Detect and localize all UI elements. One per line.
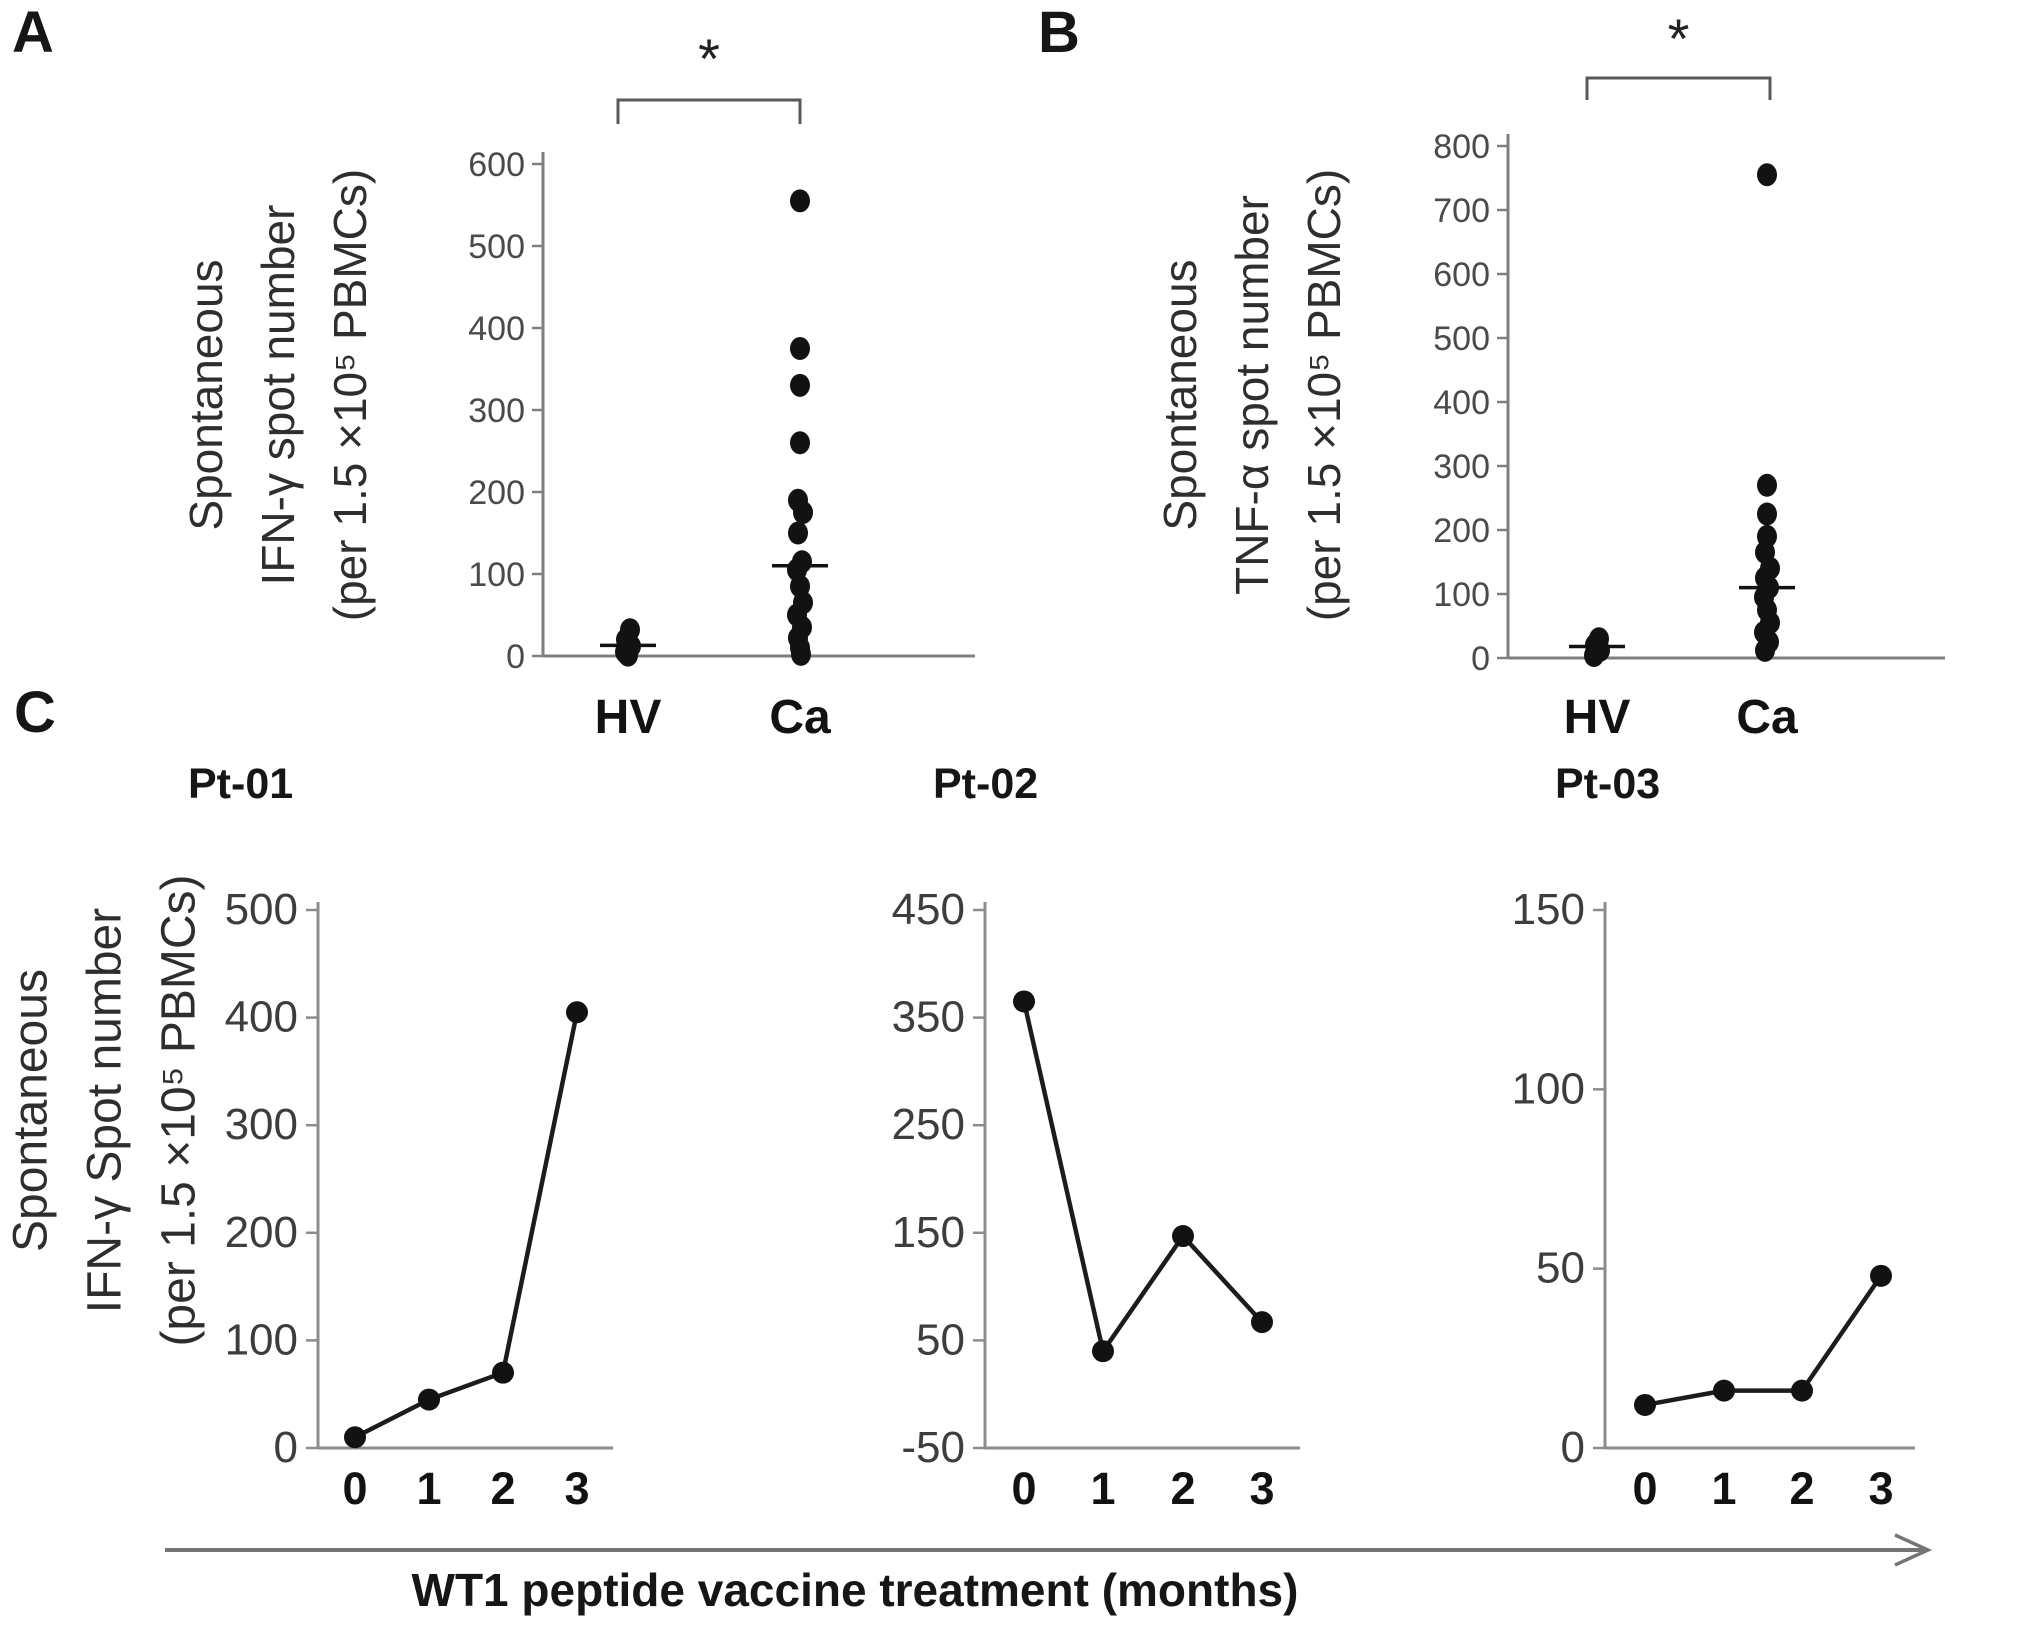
y-tick-label: 200 — [224, 1207, 298, 1257]
data-point — [1584, 644, 1604, 667]
y-axis-label-line: (per 1.5 ×10⁵ PBMCs) — [1298, 168, 1350, 622]
data-point — [788, 522, 808, 545]
y-tick-label: 0 — [1560, 1423, 1585, 1472]
y-axis-label-line: Spontaneous — [180, 259, 232, 531]
y-tick-label: 50 — [1536, 1243, 1585, 1293]
category-label: Ca — [769, 691, 831, 744]
x-tick-label: 2 — [1170, 1463, 1196, 1514]
data-point — [1755, 639, 1775, 662]
y-tick-label: 250 — [891, 1100, 965, 1150]
data-line — [355, 1012, 577, 1437]
y-tick-label: 100 — [224, 1315, 298, 1365]
y-tick-label: 0 — [1471, 640, 1490, 678]
y-axis-label-line: (per 1.5 ×10⁵ PBMCs) — [324, 168, 376, 622]
panel-b-y-axis-label — [1142, 75, 1362, 715]
data-point — [1092, 1340, 1114, 1362]
y-tick-label: 700 — [1433, 192, 1490, 230]
panel-b-plot — [1433, 7, 1945, 744]
data-point — [1634, 1394, 1656, 1416]
significance-star: * — [1667, 7, 1690, 70]
panel-a-plot — [468, 27, 975, 744]
data-point — [793, 501, 813, 524]
y-axis-label-line: (per 1.5 ×10⁵ PBMCs) — [152, 874, 205, 1347]
y-tick-label: 450 — [891, 885, 965, 934]
data-point — [1757, 474, 1777, 497]
data-line — [1645, 1276, 1881, 1405]
data-point — [566, 1001, 588, 1023]
data-point — [790, 431, 810, 454]
x-tick-label: 3 — [564, 1463, 590, 1514]
x-tick-label: 1 — [1090, 1463, 1116, 1514]
significance-bracket — [1587, 78, 1770, 100]
x-tick-label: 3 — [1868, 1463, 1894, 1514]
x-tick-label: 3 — [1249, 1463, 1275, 1514]
category-label: Ca — [1736, 691, 1798, 744]
data-point — [1251, 1311, 1273, 1333]
data-point — [791, 643, 811, 666]
y-tick-label: 300 — [468, 392, 525, 430]
pt-02-plot — [892, 885, 1300, 1514]
data-point — [1713, 1380, 1735, 1402]
x-tick-label: 0 — [1011, 1463, 1037, 1514]
y-tick-label: 0 — [506, 638, 525, 676]
data-point — [790, 374, 810, 397]
y-tick-label: 500 — [1433, 320, 1490, 358]
panel-c-y-axis-label — [0, 751, 218, 1471]
y-tick-label: 350 — [891, 992, 965, 1042]
data-point — [492, 1362, 514, 1384]
data-point — [790, 337, 810, 360]
data-point — [418, 1389, 440, 1411]
y-tick-label: 100 — [468, 556, 525, 594]
panel-a-label: A — [12, 0, 54, 65]
x-tick-label: 0 — [1632, 1463, 1658, 1514]
panel-a-y-axis-label — [168, 75, 388, 715]
category-label: HV — [594, 691, 662, 744]
y-axis-label-line: TNF-α spot number — [1226, 195, 1278, 595]
data-point — [1791, 1380, 1813, 1402]
months-arrow-axis — [165, 1535, 1928, 1565]
subplot-title-pt-02: Pt-02 — [933, 760, 1039, 808]
y-tick-label: 300 — [224, 1100, 298, 1150]
y-axis-label-line: IFN-γ spot number — [252, 204, 304, 586]
pt-01-plot — [225, 885, 613, 1514]
y-tick-label: 100 — [1433, 576, 1490, 614]
data-point — [790, 189, 810, 212]
x-tick-label: 1 — [416, 1463, 442, 1514]
y-axis-label-line: IFN-γ Spot number — [78, 907, 131, 1314]
panel-b-label: B — [1038, 0, 1080, 65]
y-tick-label: 500 — [468, 228, 525, 266]
y-tick-label: 50 — [916, 1315, 965, 1365]
x-tick-label: 1 — [1711, 1463, 1737, 1514]
y-axis-label-line: Spontaneous — [4, 969, 57, 1252]
data-point — [618, 644, 638, 667]
category-label: HV — [1563, 691, 1631, 744]
y-tick-label: 100 — [1511, 1064, 1585, 1114]
data-point — [1757, 503, 1777, 526]
y-tick-label: 150 — [1511, 885, 1585, 934]
data-point — [1870, 1265, 1892, 1287]
data-point — [1172, 1225, 1194, 1247]
y-tick-label: 600 — [1433, 256, 1490, 294]
y-tick-label: 600 — [468, 146, 525, 184]
pt-03-plot — [1512, 885, 1915, 1514]
data-line — [1024, 1001, 1262, 1351]
y-tick-label: 400 — [468, 310, 525, 348]
data-point — [1013, 990, 1035, 1012]
y-tick-label: -50 — [901, 1423, 965, 1472]
y-tick-label: 400 — [1433, 384, 1490, 422]
y-tick-label: 200 — [468, 474, 525, 512]
data-point — [344, 1426, 366, 1448]
data-point — [1757, 163, 1777, 186]
y-tick-label: 300 — [1433, 448, 1490, 486]
x-tick-label: 2 — [490, 1463, 516, 1514]
x-tick-label: 2 — [1789, 1463, 1815, 1514]
x-tick-label: 0 — [342, 1463, 368, 1514]
y-tick-label: 400 — [224, 992, 298, 1042]
y-tick-label: 200 — [1433, 512, 1490, 550]
y-tick-label: 500 — [224, 885, 298, 934]
panel-c-label: C — [14, 680, 56, 745]
y-tick-label: 150 — [891, 1207, 965, 1257]
shared-x-axis-label: WT1 peptide vaccine treatment (months) — [411, 1564, 1299, 1616]
subplot-title-pt-03: Pt-03 — [1555, 760, 1661, 808]
subplot-title-pt-01: Pt-01 — [188, 760, 294, 808]
y-axis-label-line: Spontaneous — [1154, 259, 1206, 531]
significance-star: * — [698, 27, 720, 90]
y-tick-label: 800 — [1433, 128, 1490, 166]
significance-bracket — [618, 100, 800, 124]
y-tick-label: 0 — [273, 1423, 298, 1472]
